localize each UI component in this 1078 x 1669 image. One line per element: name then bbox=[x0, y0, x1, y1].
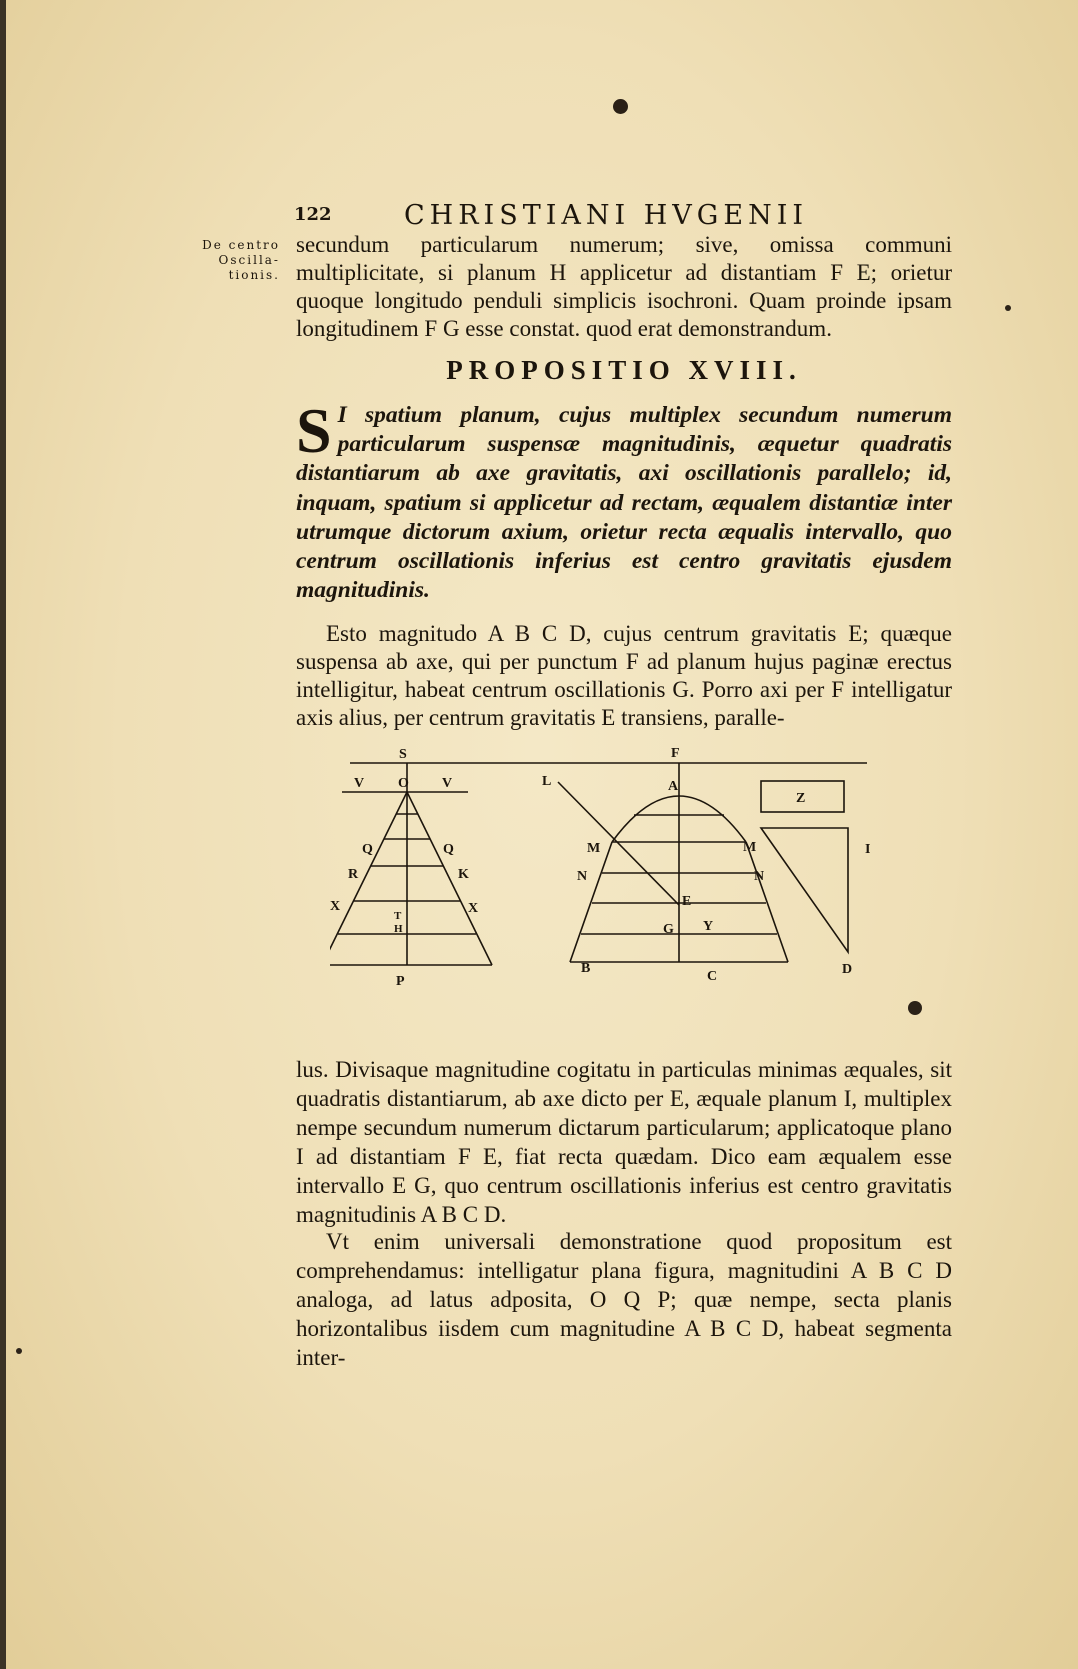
label-R: R bbox=[348, 867, 359, 882]
right-figure-side bbox=[407, 792, 492, 965]
label-A: A bbox=[668, 779, 679, 794]
left-figure-side bbox=[330, 792, 407, 965]
ink-speck bbox=[908, 1001, 922, 1015]
label-I: I bbox=[865, 842, 871, 857]
label-V-right: V bbox=[442, 776, 453, 791]
drop-cap-initial: S bbox=[296, 395, 332, 466]
page-number: 122 bbox=[294, 204, 332, 225]
label-O: O bbox=[398, 776, 409, 791]
running-head: CHRISTIANI HVGENII bbox=[404, 200, 809, 231]
label-N-left: N bbox=[577, 869, 588, 884]
label-G: G bbox=[663, 922, 674, 937]
ink-speck bbox=[1005, 305, 1011, 311]
label-F: F bbox=[671, 746, 680, 761]
page-edge-shadow bbox=[0, 0, 6, 1669]
abcd-left-side bbox=[570, 842, 612, 962]
enunciation-text: I spatium planum, cujus multiplex secundum numerum particularum suspensæ magnitudinis, æquetur quadratis distantiarum ab axe gravitatis, axi oscillationis parallelo; id, inquam, spatium si applicetur ad rectam, æqualem distantiæ inter utrumque dictorum axium, orietur recta æqualis intervallo, quo centrum oscillationis inferius est centro gravitatis ejusdem magnitudinis. bbox=[296, 402, 952, 604]
label-V-left: V bbox=[354, 776, 365, 791]
page-header bbox=[294, 200, 934, 234]
label-Y: Y bbox=[703, 919, 714, 934]
margin-note-line: Oscilla- bbox=[218, 253, 280, 267]
label-L: L bbox=[542, 774, 552, 789]
label-H: H bbox=[394, 923, 403, 935]
label-T: T bbox=[394, 910, 402, 922]
geometric-figure bbox=[330, 740, 920, 1040]
label-S: S bbox=[399, 747, 407, 762]
margin-note-line: tionis. bbox=[228, 268, 280, 282]
label-D: D bbox=[842, 962, 853, 977]
abcd-right-side bbox=[746, 842, 788, 962]
margin-note bbox=[198, 238, 280, 283]
margin-note-line: De centro bbox=[202, 238, 280, 252]
label-C: C bbox=[707, 969, 718, 984]
label-M-right: M bbox=[743, 840, 757, 855]
label-B: B bbox=[581, 961, 591, 976]
ink-ornament bbox=[613, 99, 628, 114]
proposition-enunciation bbox=[296, 395, 952, 605]
ink-speck bbox=[16, 1348, 22, 1354]
label-X-right: X bbox=[468, 901, 479, 916]
label-Q-right: Q bbox=[443, 842, 454, 857]
label-Q-left: Q bbox=[362, 842, 373, 857]
label-K: K bbox=[458, 867, 469, 882]
proposition-title: PROPOSITIO XVIII. bbox=[446, 355, 802, 385]
label-P: P bbox=[396, 974, 405, 989]
label-M-left: M bbox=[587, 841, 601, 856]
label-X-left: X bbox=[330, 899, 341, 914]
label-E: E bbox=[682, 894, 692, 909]
label-Z: Z bbox=[796, 791, 806, 806]
paragraph-2: Esto magnitudo A B C D, cujus centrum gravitatis E; quæque suspensa ab axe, qui per punctum F ad planum hujus paginæ erectus intelligitur, habeat centrum oscillationis G. Porro axi per F intelligatur axis alius, per centrum gravitatis E transiens, paralle- bbox=[296, 621, 952, 730]
line-L-to-E bbox=[558, 782, 679, 905]
paragraph-1: secundum particularum numerum; sive, omissa communi multiplicitate, si planum H applicetur ad distantiam F E; orietur quoque longitudo penduli simplicis isochroni. Quam proinde ipsam longitudinem F G esse constat. quod erat demonstrandum. bbox=[296, 232, 952, 341]
paragraph-3: lus. Divisaque magnitudine cogitatu in particulas minimas æquales, sit quadratis distantiarum, ab axe dicto per E, æquale planum I, multiplex nempe secundum numerum dictarum particularum; applicatoque plano I ad distantiam F E, fiat recta quædam. Dico eam æqualem esse intervallo E G, quo centrum oscillationis inferius est centro gravitatis magnitudinis A B C D. bbox=[296, 1057, 952, 1227]
paragraph-4: Vt enim universali demonstratione quod propositum est comprehendamus: intelligatur plana figura, magnitudini A B C D analoga, ad latus adposita, O Q P; quæ nempe, secta planis horizontalibus iisdem cum magnitudine A B C D, habeat segmenta inter- bbox=[296, 1229, 952, 1370]
label-N-right: N bbox=[754, 869, 765, 884]
